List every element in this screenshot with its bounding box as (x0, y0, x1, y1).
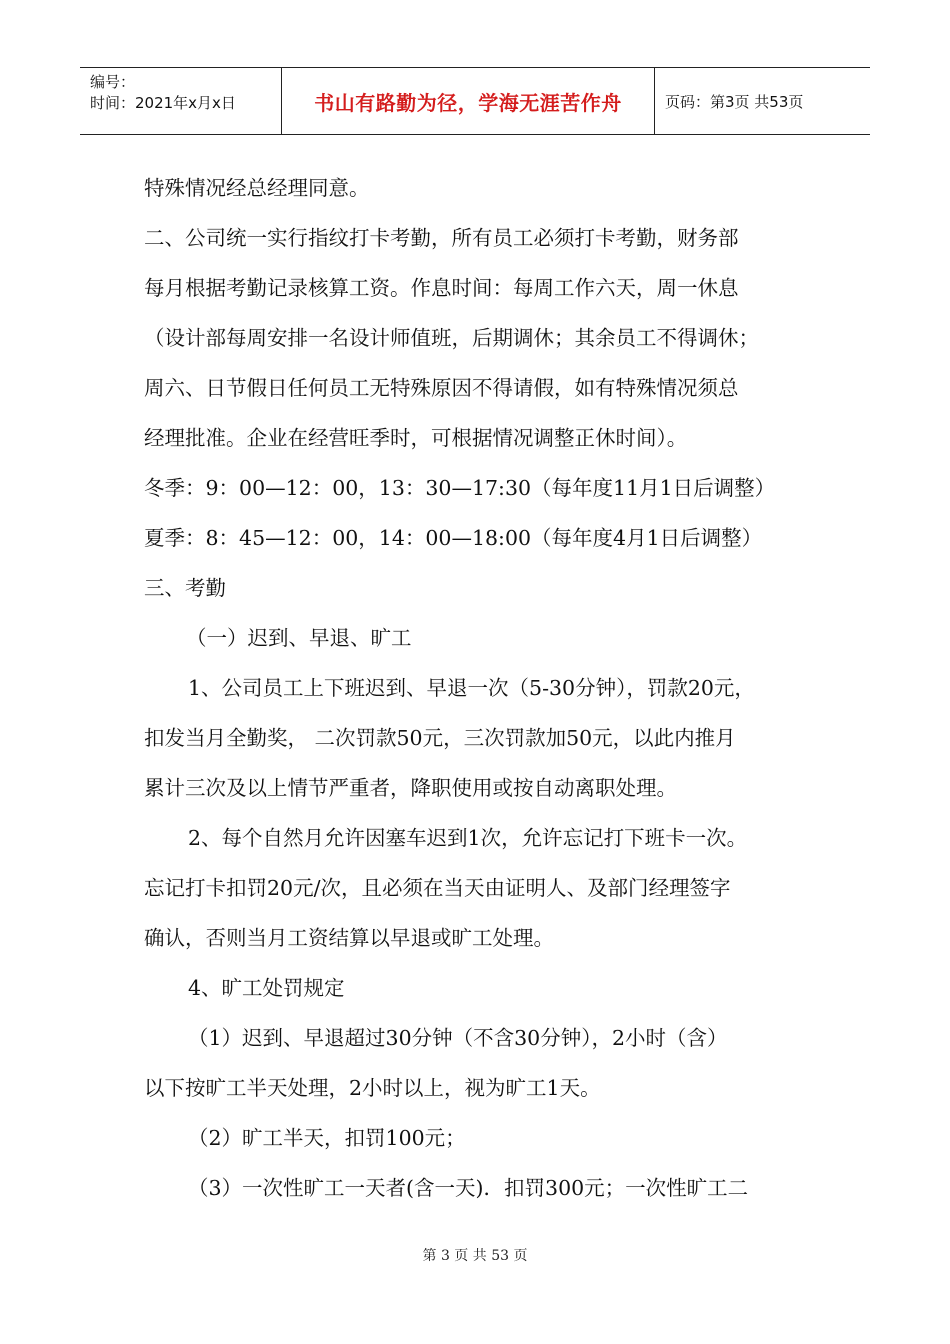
paragraph-line: 周六、日节假日任何员工无特殊原因不得请假，如有特殊情况须总 (144, 376, 739, 400)
paragraph-line: （2）旷工半天，扣罚100元； (188, 1126, 466, 1150)
header-motto (282, 68, 655, 134)
schedule-winter: 冬季：9：00—12：00，13：30—17:30（每年度11月1日后调整） (144, 476, 776, 500)
section-heading: 三、考勤 (144, 576, 226, 600)
paragraph-line: 经理批准。企业在经营旺季时，可根据情况调整正休时间）。 (144, 426, 688, 450)
page-info-text: 页码：第3页 共53页 (665, 92, 804, 111)
motto-text: 书山有路勤为径，学海无涯苦作舟 (314, 90, 622, 115)
paragraph-line: 每月根据考勤记录核算工资。作息时间：每周工作六天，周一休息 (144, 276, 739, 300)
paragraph-line: 1、公司员工上下班迟到、早退一次（5-30分钟），罚款20元， (188, 676, 755, 700)
paragraph-line: 二、公司统一实行指纹打卡考勤，所有员工必须打卡考勤，财务部 (144, 226, 739, 250)
paragraph-line: 确认，否则当月工资结算以早退或旷工处理。 (144, 926, 554, 950)
paragraph-line: 2、每个自然月允许因塞车迟到1次，允许忘记打下班卡一次。 (188, 826, 748, 850)
paragraph-line: （设计部每周安排一名设计师值班，后期调休；其余员工不得调休； (144, 326, 759, 350)
subsection-heading: （一）迟到、早退、旷工 (186, 626, 412, 650)
paragraph-line: （3）一次性旷工一天者(含一天)．扣罚300元；一次性旷工二 (188, 1176, 749, 1200)
paragraph-line: （1）迟到、早退超过30分钟（不含30分钟），2小时（含） (188, 1026, 728, 1050)
footer-page-number: 第 3 页 共 53 页 (422, 1248, 528, 1264)
schedule-summer: 夏季：8：45—12：00，14：00—18:00（每年度4月1日后调整） (144, 526, 763, 550)
document-number-label: 编号： (90, 73, 136, 91)
paragraph-line: 4、旷工处罚规定 (188, 976, 345, 1000)
paragraph-line: 累计三次及以上情节严重者，降职使用或按自动离职处理。 (144, 776, 677, 800)
paragraph-line: 忘记打卡扣罚20元/次，且必须在当天由证明人、及部门经理签字 (144, 876, 731, 900)
header-page-info (655, 68, 870, 134)
page-footer (0, 1245, 950, 1265)
paragraph-line: 扣发当月全勤奖， 二次罚款50元，三次罚款加50元，以此内推月 (144, 726, 736, 750)
document-body (144, 163, 824, 1213)
document-date: 时间：2021年x月x日 (90, 94, 236, 112)
header-meta (80, 68, 282, 134)
paragraph-line: 以下按旷工半天处理，2小时以上，视为旷工1天。 (144, 1076, 601, 1100)
paragraph-line: 特殊情况经总经理同意。 (144, 176, 370, 200)
page-header (80, 67, 870, 135)
